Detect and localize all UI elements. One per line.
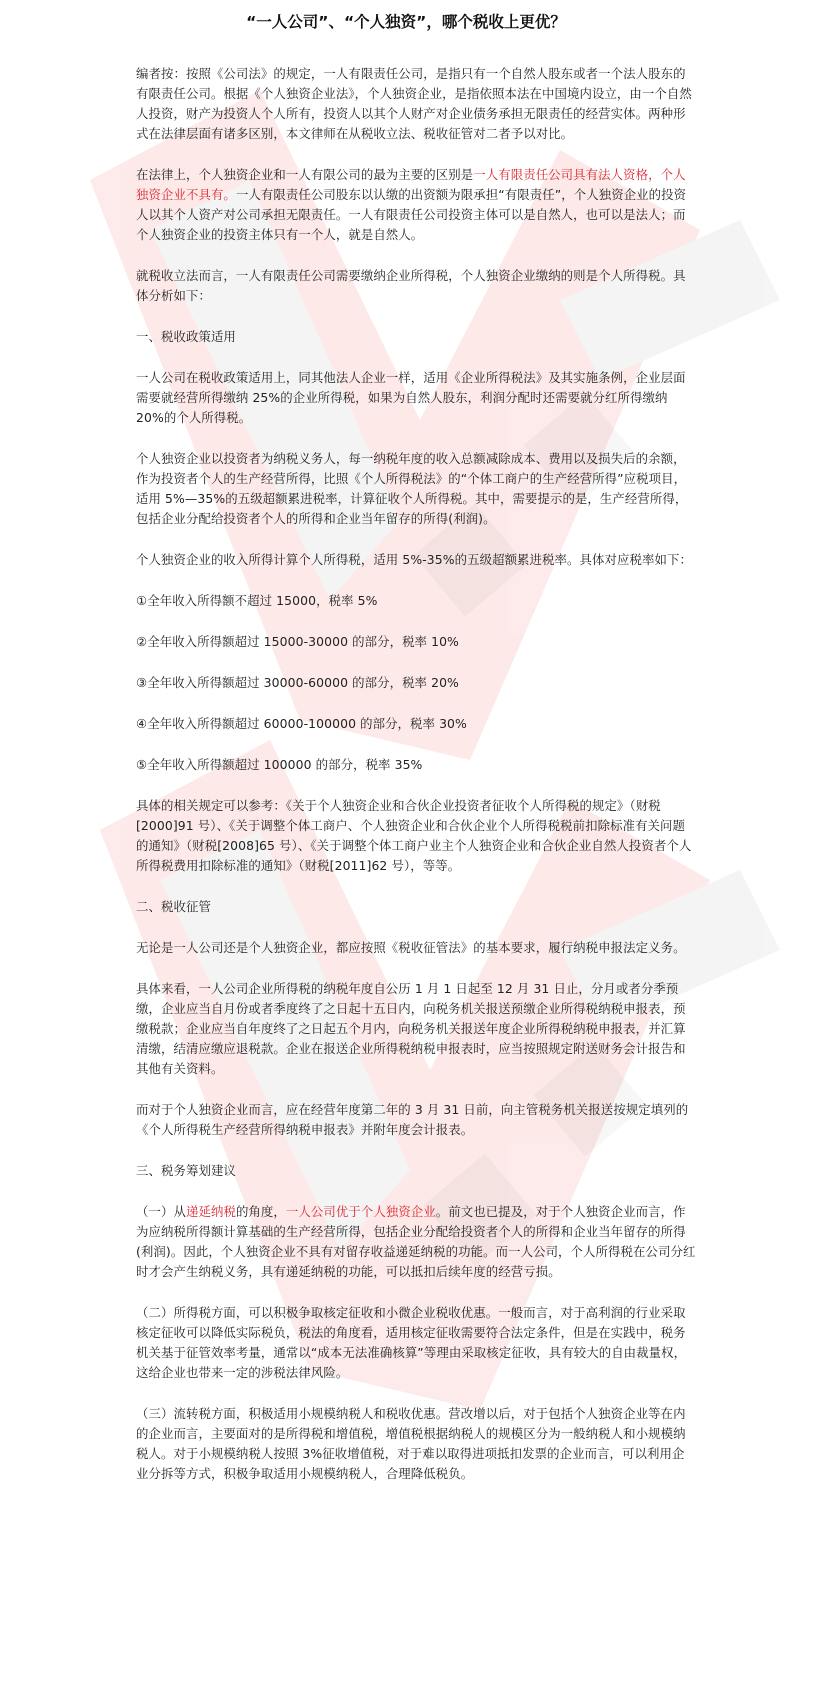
- admin-paragraph-1: 无论是一人公司还是个人独资企业，都应按照《税收征管法》的基本要求，履行纳税申报法定义务。: [136, 940, 686, 955]
- plan1-text-a: （一）从: [136, 1204, 186, 1219]
- policy-paragraph-1: 一人公司在税收政策适用上，同其他法人企业一样，适用《企业所得税法》及其实施条例，企业层面需要就经营所得缴纳 25%的企业所得税，如果为自然人股东，利润分配时还需要就分红所得缴纳 20%的个人所得税。: [136, 370, 686, 425]
- tax-law-paragraph: 就税收立法而言，一人有限责任公司需要缴纳企业所得税，个人独资企业缴纳的则是个人所得税。具体分析如下：: [136, 268, 686, 303]
- plan1-highlight-deferral: 递延纳税: [185, 1204, 236, 1219]
- section-heading-planning: 三、税务筹划建议: [136, 1163, 236, 1178]
- rate-item: ④全年收入所得额超过 60000-100000 的部分，税率 30%: [136, 716, 467, 731]
- article-body: [136, 64, 696, 1484]
- planning-paragraph-2: （二）所得税方面，可以积极争取核定征收和小微企业税收优惠。一般而言，对于高利润的行业采取核定征收可以降低实际税负，税法的角度看，适用核定征收需要符合法定条件，但是在实践中，税务机关基于征管效率考量，通常以“成本无法准确核算”等理由采取核定征收，具有较大的自由裁量权，这给企业也带来一定的涉税法律风险。: [136, 1305, 687, 1380]
- admin-paragraph-2: 具体来看，一人公司企业所得税的纳税年度自公历 1 月 1 日起至 12 月 31 日止，分月或者分季预缴，企业应当自月份或者季度终了之日起十五日内，向税务机关报送预缴企业所得税纳税申报表，预缴税款；企业应当自年度终了之日起五个月内，向税务机关报送年度企业所得税纳税申报表，并汇算清缴，结清应缴应退税款。企业在报送企业所得税纳税申报表时，应当按照规定附送财务会计报告和其他有关资料。: [136, 981, 686, 1076]
- article: [136, 0, 696, 1505]
- plan1-text-b: 的角度，: [235, 1204, 286, 1219]
- plan1-highlight-conclusion: 一人公司优于个人独资企业: [285, 1204, 436, 1219]
- admin-paragraph-3: 而对于个人独资企业而言，应在经营年度第二年的 3 月 31 日前，向主管税务机关报送按规定填列的《个人所得税生产经营所得纳税申报表》并附年度会计报表。: [136, 1102, 689, 1137]
- policy-paragraph-3: 个人独资企业的收入所得计算个人所得税，适用 5%-35%的五级超额累进税率。具体对应税率如下：: [136, 552, 692, 567]
- law-difference-paragraph: [136, 165, 696, 245]
- policy-paragraph-2: 个人独资企业以投资者为纳税义务人，每一纳税年度的收入总额减除成本、费用以及损失后的余额，作为投资者个人的生产经营所得，比照《个人所得税法》的“个体工商户的生产经营所得”应税项目，适用 5%—35%的五级超额累进税率，计算征收个人所得税。其中，需要提示的是，生产经营所得，包括企业分配给投资者个人的所得和企业当年留存的所得(利润)。: [136, 451, 688, 526]
- law-text-2: 一人有限责任公司股东以认缴的出资额为限承担“有限责任”，个人独资企业的投资人以其个人资产对公司承担无限责任。一人有限责任公司投资主体可以是自然人，也可以是法人；而个人独资企业的投资主体只有一个人，就是自然人。: [136, 187, 687, 242]
- planning-paragraph-3: （三）流转税方面，积极适用小规模纳税人和税收优惠。营改增以后，对于包括个人独资企业等在内的企业而言，主要面对的是所得税和增值税，增值税根据纳税人的规模区分为一般纳税人和小规模纳税人。对于小规模纳税人按照 3%征收增值税，对于难以取得进项抵扣发票的企业而言，可以利用企业分拆等方式，积极争取适用小规模纳税人，合理降低税负。: [136, 1406, 686, 1481]
- planning-paragraph-1: [136, 1202, 696, 1282]
- rate-item: ⑤全年收入所得额超过 100000 的部分，税率 35%: [136, 757, 423, 772]
- rate-item: ③全年收入所得额超过 30000-60000 的部分，税率 20%: [136, 675, 459, 690]
- section-heading-policy: 一、税收政策适用: [136, 329, 236, 344]
- plan1-text-c: 。前文也已提及，对于个人独资企业而言，作为应纳税所得额计算基础的生产经营所得，包括企业分配给投资者个人的所得和企业当年留存的所得(利润)。因此，个人独资企业不具有对留存收益递延纳税的功能。而一人公司，个人所得税在公司分红时才会产生纳税义务，具有递延纳税的功能，可以抵扣后续年度的经营亏损。: [136, 1204, 696, 1279]
- rate-item: ①全年收入所得额不超过 15000，税率 5%: [136, 593, 378, 608]
- section-heading-admin: 二、税收征管: [136, 899, 211, 914]
- rate-item: ②全年收入所得额超过 15000-30000 的部分，税率 10%: [136, 634, 459, 649]
- article-title: “一人公司”、“个人独资”，哪个税收上更优？: [246, 13, 566, 31]
- references-paragraph: 具体的相关规定可以参考：《关于个人独资企业和合伙企业投资者征收个人所得税的规定》（财税[2000]91 号）、《关于调整个体工商户、个人独资企业和合伙企业个人所得税税前扣除标准有关问题的通知》（财税[2008]65 号）、《关于调整个体工商户业主个人独资企业和合伙企业自然人投资者个人所得税费用扣除标准的通知》（财税[2011]62 号），等等。: [136, 798, 692, 873]
- law-highlight: 一人有限责任公司具有法人资格，个人独资企业不具有。: [136, 167, 686, 202]
- intro-paragraph: 编者按：按照《公司法》的规定，一人有限责任公司，是指只有一个自然人股东或者一个法人股东的有限责任公司。根据《个人独资企业法》，个人独资企业，是指依照本法在中国境内设立，由一个自然人投资，财产为投资人个人所有，投资人以其个人财产对企业债务承担无限责任的经营实体。两种形式在法律层面有诸多区别，本文律师在从税收立法、税收征管对二者予以对比。: [136, 66, 692, 141]
- law-text-1: 在法律上，个人独资企业和一人有限公司的最为主要的区别是: [136, 167, 474, 182]
